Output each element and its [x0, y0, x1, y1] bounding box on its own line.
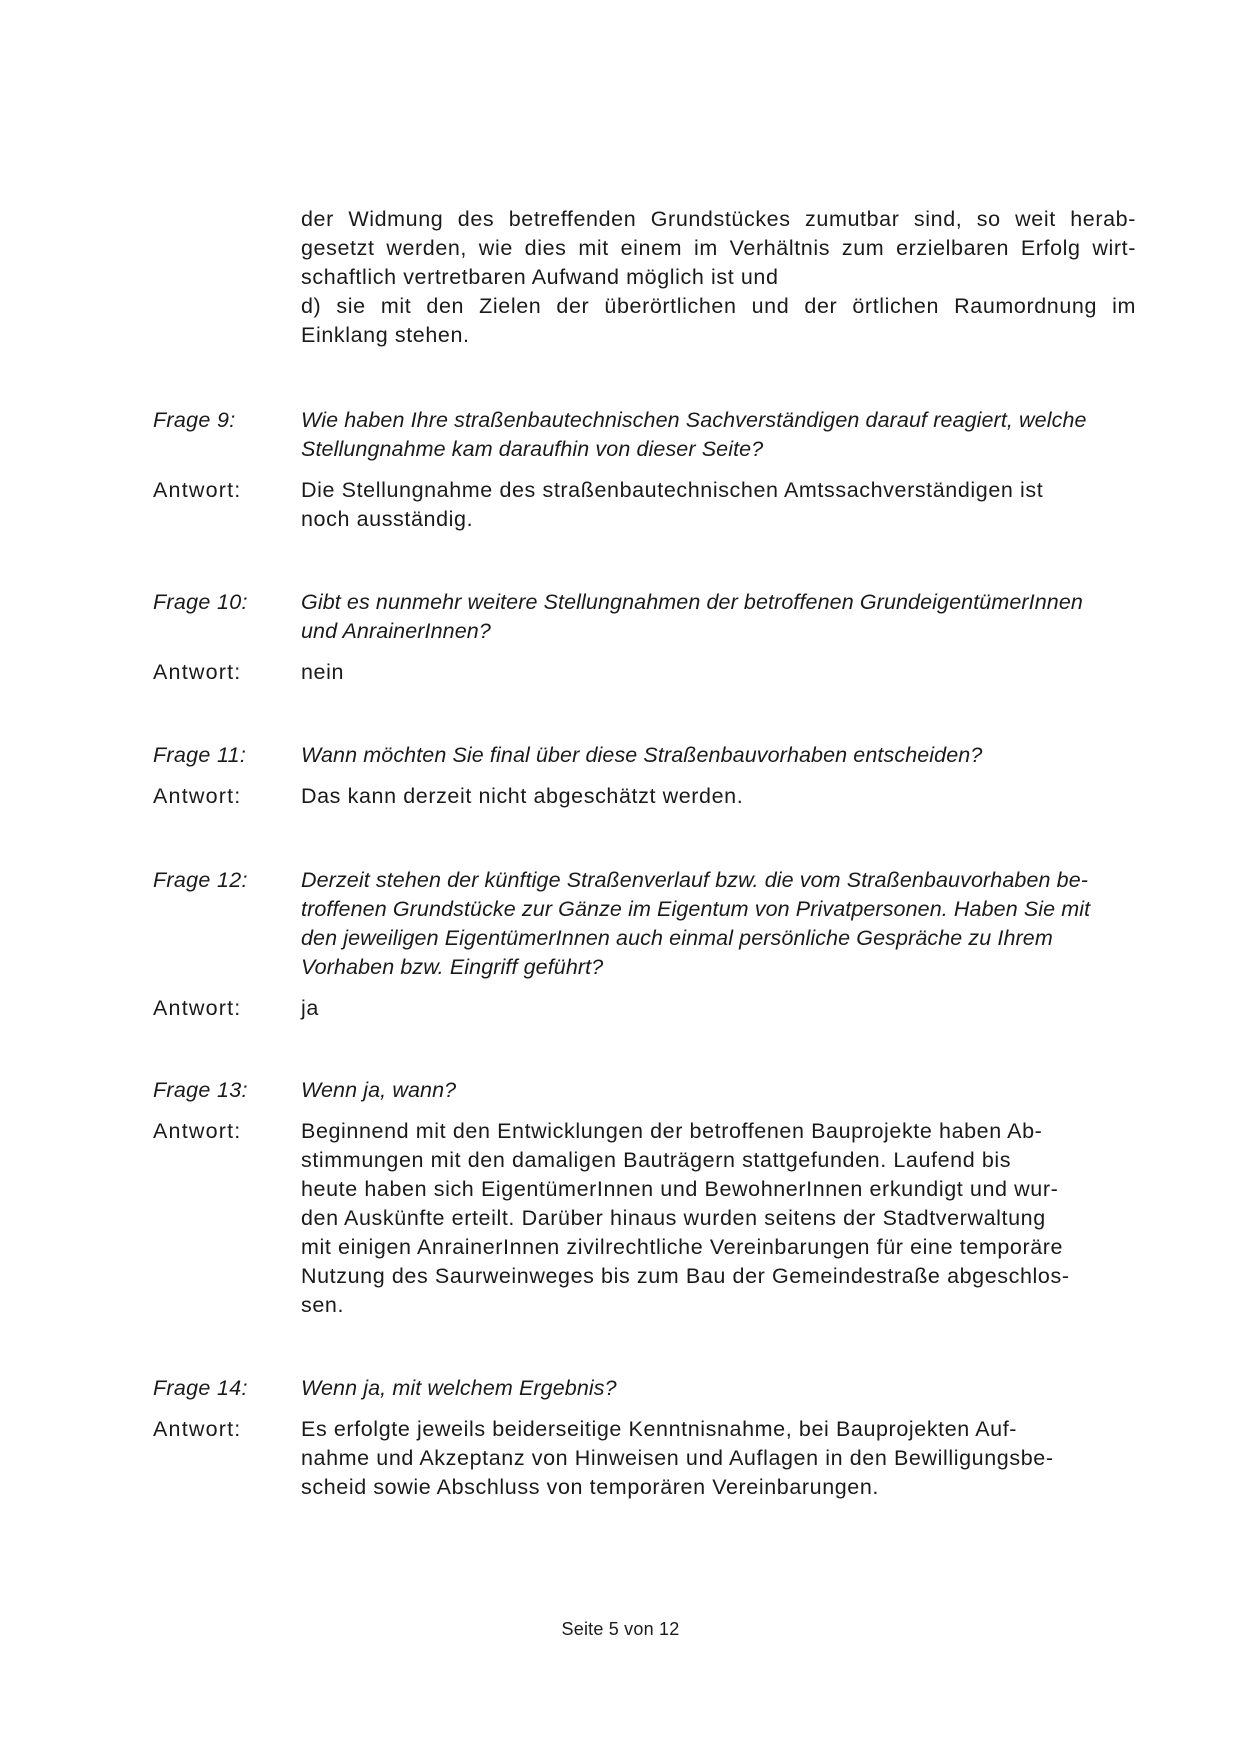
answer-text [301, 476, 1136, 534]
answer-row [153, 1117, 1143, 1320]
question-line: den jeweiligen EigentümerInnen auch einmal persönliche Gespräche zu Ihrem [301, 926, 1053, 950]
question-row [153, 1374, 1143, 1403]
answer-label: Antwort: [153, 1119, 242, 1143]
question-text [301, 1076, 1136, 1105]
question-line: Gibt es nunmehr weitere Stellungnahmen der betroffenen GrundeigentümerInnen [301, 590, 1083, 614]
question-label: Frage 12: [153, 868, 248, 892]
question-row [153, 588, 1143, 646]
question-line: troffenen Grundstücke zur Gänze im Eigentum von Privatpersonen. Haben Sie mit [301, 897, 1091, 921]
question-text [301, 741, 1136, 770]
answer-row [153, 476, 1143, 534]
answer-line: stimmungen mit den damaligen Bauträgern stattgefunden. Laufend bis [301, 1148, 1012, 1172]
question-label: Frage 13: [153, 1078, 248, 1102]
answer-line: scheid sowie Abschluss von temporären Vereinbarungen. [301, 1475, 879, 1499]
answer-line: sen. [301, 1293, 345, 1317]
continuation-line: d) sie mit den Zielen der überörtlichen und der örtlichen Raumordnung im [301, 294, 1136, 318]
qa-block-10 [153, 588, 1143, 687]
answer-label: Antwort: [153, 784, 242, 808]
qa-block-12 [153, 866, 1143, 1023]
answer-text [301, 782, 1136, 811]
answer-row [153, 994, 1143, 1023]
question-label: Frage 10: [153, 590, 248, 614]
answer-row [153, 782, 1143, 811]
continuation-line: schaftlich vertretbaren Aufwand möglich ist und [301, 265, 779, 289]
answer-line: Nutzung des Saurweinweges bis zum Bau der Gemeindestraße abgeschlos- [301, 1264, 1070, 1288]
question-row [153, 1076, 1143, 1105]
continuation-line: der Widmung des betreffenden Grundstückes zumutbar sind, so weit herab- [301, 207, 1136, 231]
question-label: Frage 9: [153, 408, 236, 432]
question-text [301, 588, 1136, 646]
answer-label: Antwort: [153, 478, 242, 502]
answer-line: den Auskünfte erteilt. Darüber hinaus wurden seitens der Stadtverwaltung [301, 1206, 1046, 1230]
qa-block-14 [153, 1374, 1143, 1502]
answer-line: mit einigen AnrainerInnen zivilrechtliche Vereinbarungen für eine temporäre [301, 1235, 1064, 1259]
question-text [301, 866, 1136, 982]
question-line: Wenn ja, mit welchem Ergebnis? [301, 1376, 617, 1400]
answer-line: nein [301, 660, 345, 684]
answer-row [153, 658, 1143, 687]
question-line: Vorhaben bzw. Eingriff geführt? [301, 955, 604, 979]
qa-block-11 [153, 741, 1143, 811]
question-text [301, 406, 1136, 464]
question-line: und AnrainerInnen? [301, 619, 491, 643]
question-text [301, 1374, 1136, 1403]
answer-row [153, 1415, 1143, 1502]
question-row [153, 741, 1143, 770]
answer-label: Antwort: [153, 996, 242, 1020]
question-line: Derzeit stehen der künftige Straßenverlauf bzw. die vom Straßenbauvorhaben be- [301, 868, 1089, 892]
answer-line: Beginnend mit den Entwicklungen der betroffenen Bauprojekte haben Ab- [301, 1119, 1043, 1143]
question-line: Wann möchten Sie final über diese Straßenbauvorhaben entscheiden? [301, 743, 983, 767]
answer-label: Antwort: [153, 660, 242, 684]
answer-line: Das kann derzeit nicht abgeschätzt werden. [301, 784, 744, 808]
answer-text [301, 658, 1136, 687]
question-line: Wenn ja, wann? [301, 1078, 457, 1102]
answer-line: Es erfolgte jeweils beiderseitige Kenntnisnahme, bei Bauprojekten Auf- [301, 1417, 1018, 1441]
qa-block-13 [153, 1076, 1143, 1320]
question-label: Frage 11: [153, 743, 247, 767]
answer-line: noch ausständig. [301, 507, 474, 531]
answer-text [301, 1117, 1136, 1320]
continuation-line: gesetzt werden, wie dies mit einem im Verhältnis zum erzielbaren Erfolg wirt- [301, 236, 1136, 260]
question-line: Stellungnahme kam daraufhin von dieser Seite? [301, 437, 764, 461]
continuation-paragraph [301, 205, 1136, 350]
answer-line: ja [301, 996, 319, 1020]
continuation-line: Einklang stehen. [301, 323, 470, 347]
answer-line: nahme und Akzeptanz von Hinweisen und Auflagen in den Bewilligungsbe- [301, 1446, 1054, 1470]
question-row [153, 866, 1143, 982]
answer-text [301, 994, 1136, 1023]
question-line: Wie haben Ihre straßenbautechnischen Sachverständigen darauf reagiert, welche [301, 408, 1087, 432]
answer-text [301, 1415, 1136, 1502]
question-row [153, 406, 1143, 464]
answer-line: Die Stellungnahme des straßenbautechnischen Amtssachverständigen ist [301, 478, 1044, 502]
page-number: Seite 5 von 12 [561, 1619, 680, 1639]
qa-block-9 [153, 406, 1143, 534]
answer-line: heute haben sich EigentümerInnen und BewohnerInnen erkundigt und wur- [301, 1177, 1059, 1201]
answer-label: Antwort: [153, 1417, 242, 1441]
question-label: Frage 14: [153, 1376, 248, 1400]
